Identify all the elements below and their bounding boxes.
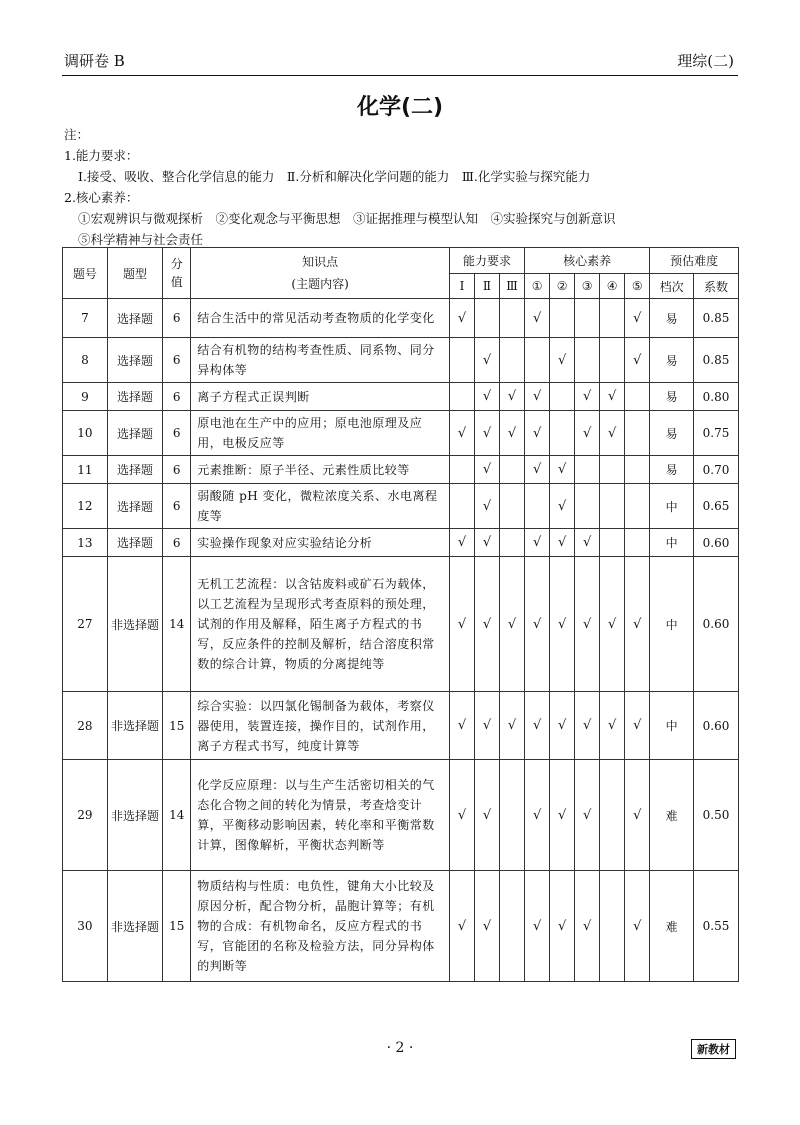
header-coef: 系数 (694, 274, 739, 299)
core-check (600, 338, 625, 383)
ability-check: √ (474, 456, 499, 484)
table-row (63, 871, 739, 982)
core-check (625, 456, 650, 484)
notes-item1: 1.能力要求： (64, 148, 139, 163)
ability-check: √ (474, 692, 499, 760)
core-check: √ (525, 557, 550, 692)
core-check (575, 299, 600, 338)
core-check: √ (550, 456, 575, 484)
difficulty-level: 易 (650, 299, 694, 338)
difficulty-level: 中 (650, 484, 694, 529)
question-number: 12 (63, 484, 108, 529)
notes-item1-detail: Ⅰ.接受、吸收、整合化学信息的能力 Ⅱ.分析和解决化学问题的能力 Ⅲ.化学实验与探究能力 (78, 169, 591, 184)
question-score: 6 (163, 383, 191, 411)
ability-check: √ (474, 871, 499, 982)
core-check: √ (575, 383, 600, 411)
knowledge-point: 实验操作现象对应实验结论分析 (191, 529, 450, 557)
notes (64, 124, 616, 250)
ability-check: √ (449, 760, 474, 871)
core-check (600, 529, 625, 557)
core-check: √ (625, 871, 650, 982)
difficulty-level: 难 (650, 760, 694, 871)
table-row (63, 692, 739, 760)
difficulty-coef: 0.60 (694, 692, 739, 760)
difficulty-level: 易 (650, 411, 694, 456)
question-score: 14 (163, 557, 191, 692)
core-check: √ (575, 692, 600, 760)
core-check: √ (525, 299, 550, 338)
core-check (625, 529, 650, 557)
difficulty-coef: 0.85 (694, 299, 739, 338)
ability-check (500, 338, 525, 383)
core-check: √ (575, 760, 600, 871)
ability-check: √ (500, 383, 525, 411)
core-check: √ (525, 529, 550, 557)
question-number: 8 (63, 338, 108, 383)
ability-check: √ (474, 484, 499, 529)
question-type: 选择题 (107, 411, 162, 456)
ability-check (449, 338, 474, 383)
ability-check (500, 529, 525, 557)
question-type: 选择题 (107, 299, 162, 338)
difficulty-coef: 0.80 (694, 383, 739, 411)
table-row (63, 484, 739, 529)
knowledge-point: 结合有机物的结构考查性质、同系物、同分异构体等 (191, 338, 450, 383)
ability-check: √ (449, 529, 474, 557)
question-number: 7 (63, 299, 108, 338)
question-type: 非选择题 (107, 760, 162, 871)
core-check: √ (550, 871, 575, 982)
difficulty-coef: 0.55 (694, 871, 739, 982)
header-type: 题型 (107, 248, 162, 299)
header-core-col: ④ (600, 274, 625, 299)
core-check (550, 383, 575, 411)
table-row (63, 456, 739, 484)
core-check: √ (525, 692, 550, 760)
core-check (575, 338, 600, 383)
ability-check (449, 383, 474, 411)
core-check: √ (550, 529, 575, 557)
question-score: 15 (163, 871, 191, 982)
core-check (625, 383, 650, 411)
difficulty-coef: 0.65 (694, 484, 739, 529)
core-check: √ (600, 383, 625, 411)
header-core-col: ⑤ (625, 274, 650, 299)
core-check: √ (550, 338, 575, 383)
question-type: 非选择题 (107, 557, 162, 692)
difficulty-level: 易 (650, 456, 694, 484)
core-check: √ (575, 411, 600, 456)
table-row (63, 383, 739, 411)
ability-check: √ (449, 557, 474, 692)
core-check: √ (625, 760, 650, 871)
core-check: √ (625, 299, 650, 338)
header-ability-col: Ⅰ (449, 274, 474, 299)
difficulty-level: 中 (650, 692, 694, 760)
ability-check: √ (474, 411, 499, 456)
core-check (525, 484, 550, 529)
knowledge-point: 化学反应原理：以与生产生活密切相关的气态化合物之间的转化为情景，考查焓变计算，平衡移动影响因素，转化率和平衡常数计算，图像解析，平衡状态判断等 (191, 760, 450, 871)
notes-label: 注： (64, 127, 90, 142)
question-type: 选择题 (107, 529, 162, 557)
ability-check (474, 299, 499, 338)
core-check (600, 484, 625, 529)
core-check: √ (550, 692, 575, 760)
header-score-text: 分值 (170, 257, 183, 289)
ability-check: √ (474, 760, 499, 871)
difficulty-coef: 0.60 (694, 557, 739, 692)
header-number: 题号 (63, 248, 108, 299)
core-check (600, 456, 625, 484)
core-check: √ (525, 871, 550, 982)
core-check: √ (525, 383, 550, 411)
header-knowledge-title: 知识点 (302, 255, 339, 269)
difficulty-level: 中 (650, 529, 694, 557)
core-check (600, 760, 625, 871)
table-body (63, 299, 739, 982)
header-ability-col: Ⅲ (500, 274, 525, 299)
core-check (575, 456, 600, 484)
knowledge-point: 元素推断：原子半径、元素性质比较等 (191, 456, 450, 484)
core-check: √ (625, 692, 650, 760)
core-check: √ (575, 557, 600, 692)
header-divider (62, 75, 738, 76)
knowledge-point: 原电池在生产中的应用；原电池原理及应用，电极反应等 (191, 411, 450, 456)
question-score: 6 (163, 456, 191, 484)
ability-check (500, 484, 525, 529)
core-check: √ (550, 484, 575, 529)
core-check (550, 299, 575, 338)
core-check (625, 411, 650, 456)
ability-check (449, 484, 474, 529)
knowledge-point: 无机工艺流程：以含钴废料或矿石为载体，以工艺流程为呈现形式考查原料的预处理，试剂的作用及解释，陌生离子方程式的书写，反应条件的控制及解析，结合溶度积常数的综合计算，物质的分离提纯等 (191, 557, 450, 692)
core-check: √ (575, 871, 600, 982)
core-check: √ (525, 760, 550, 871)
ability-check: √ (449, 871, 474, 982)
table-row (63, 411, 739, 456)
core-check: √ (575, 529, 600, 557)
question-type: 选择题 (107, 338, 162, 383)
ability-check: √ (500, 411, 525, 456)
knowledge-point: 结合生活中的常见活动考查物质的化学变化 (191, 299, 450, 338)
spec-table (62, 247, 739, 982)
header-knowledge (191, 248, 450, 299)
difficulty-level: 易 (650, 383, 694, 411)
header-difficulty: 预估难度 (650, 248, 739, 274)
ability-check: √ (449, 411, 474, 456)
ability-check: √ (474, 557, 499, 692)
difficulty-level: 中 (650, 557, 694, 692)
notes-item2-detail-b: ⑤科学精神与社会责任 (78, 232, 204, 247)
core-check (575, 484, 600, 529)
difficulty-level: 难 (650, 871, 694, 982)
page-number: · 2 · (386, 1040, 414, 1056)
question-number: 28 (63, 692, 108, 760)
header-core-col: ③ (575, 274, 600, 299)
core-check: √ (625, 338, 650, 383)
notes-item2-detail-a: ①宏观辨识与微观探析 ②变化观念与平衡思想 ③证据推理与模型认知 ④实验探究与创新意识 (78, 211, 616, 226)
difficulty-level: 易 (650, 338, 694, 383)
question-score: 6 (163, 299, 191, 338)
table-row (63, 529, 739, 557)
header-ability: 能力要求 (449, 248, 524, 274)
question-number: 9 (63, 383, 108, 411)
question-number: 27 (63, 557, 108, 692)
question-number: 11 (63, 456, 108, 484)
header-right: 理综(二) (677, 52, 734, 70)
ability-check (500, 760, 525, 871)
core-check: √ (600, 557, 625, 692)
question-score: 6 (163, 411, 191, 456)
core-check: √ (525, 411, 550, 456)
header-level: 档次 (650, 274, 694, 299)
ability-check (500, 299, 525, 338)
core-check: √ (550, 760, 575, 871)
knowledge-point: 综合实验：以四氯化锡制备为载体，考察仪器使用，装置连接，操作目的，试剂作用，离子方程式书写，纯度计算等 (191, 692, 450, 760)
core-check: √ (550, 557, 575, 692)
question-score: 14 (163, 760, 191, 871)
core-check (600, 299, 625, 338)
header-core-col: ② (550, 274, 575, 299)
ability-check: √ (474, 529, 499, 557)
difficulty-coef: 0.60 (694, 529, 739, 557)
knowledge-point: 物质结构与性质：电负性，键角大小比较及原因分析，配合物分析，晶胞计算等；有机物的合成：有机物命名，反应方程式的书写，官能团的名称及检验方法，同分异构体的判断等 (191, 871, 450, 982)
ability-check (500, 871, 525, 982)
ability-check: √ (500, 692, 525, 760)
core-check: √ (600, 692, 625, 760)
knowledge-point: 离子方程式正误判断 (191, 383, 450, 411)
edition-badge: 新教材 (691, 1039, 736, 1059)
question-type: 选择题 (107, 383, 162, 411)
table-row (63, 760, 739, 871)
question-type: 非选择题 (107, 692, 162, 760)
difficulty-coef: 0.70 (694, 456, 739, 484)
question-type: 选择题 (107, 456, 162, 484)
ability-check: √ (474, 338, 499, 383)
core-check: √ (525, 456, 550, 484)
question-number: 10 (63, 411, 108, 456)
ability-check: √ (449, 299, 474, 338)
core-check: √ (625, 557, 650, 692)
ability-check (449, 456, 474, 484)
question-score: 6 (163, 529, 191, 557)
ability-check: √ (449, 692, 474, 760)
ability-check: √ (500, 557, 525, 692)
header-left: 调研卷 B (64, 52, 125, 70)
question-number: 29 (63, 760, 108, 871)
header-core: 核心素养 (525, 248, 650, 274)
core-check (550, 411, 575, 456)
question-number: 30 (63, 871, 108, 982)
question-type: 非选择题 (107, 871, 162, 982)
question-number: 13 (63, 529, 108, 557)
core-check (525, 338, 550, 383)
table-row (63, 557, 739, 692)
knowledge-point: 弱酸随 pH 变化，微粒浓度关系、水电离程度等 (191, 484, 450, 529)
table-row (63, 299, 739, 338)
core-check: √ (600, 411, 625, 456)
notes-item2: 2.核心素养： (64, 190, 139, 205)
ability-check (500, 456, 525, 484)
ability-check: √ (474, 383, 499, 411)
core-check (600, 871, 625, 982)
core-check (625, 484, 650, 529)
difficulty-coef: 0.50 (694, 760, 739, 871)
question-type: 选择题 (107, 484, 162, 529)
question-score: 6 (163, 484, 191, 529)
question-score: 15 (163, 692, 191, 760)
header-knowledge-sub: (主题内容) (291, 277, 349, 291)
header-score (163, 248, 191, 299)
table-row (63, 338, 739, 383)
header-ability-col: Ⅱ (474, 274, 499, 299)
difficulty-coef: 0.85 (694, 338, 739, 383)
difficulty-coef: 0.75 (694, 411, 739, 456)
header-core-col: ① (525, 274, 550, 299)
page-title: 化学(二) (356, 95, 444, 120)
question-score: 6 (163, 338, 191, 383)
